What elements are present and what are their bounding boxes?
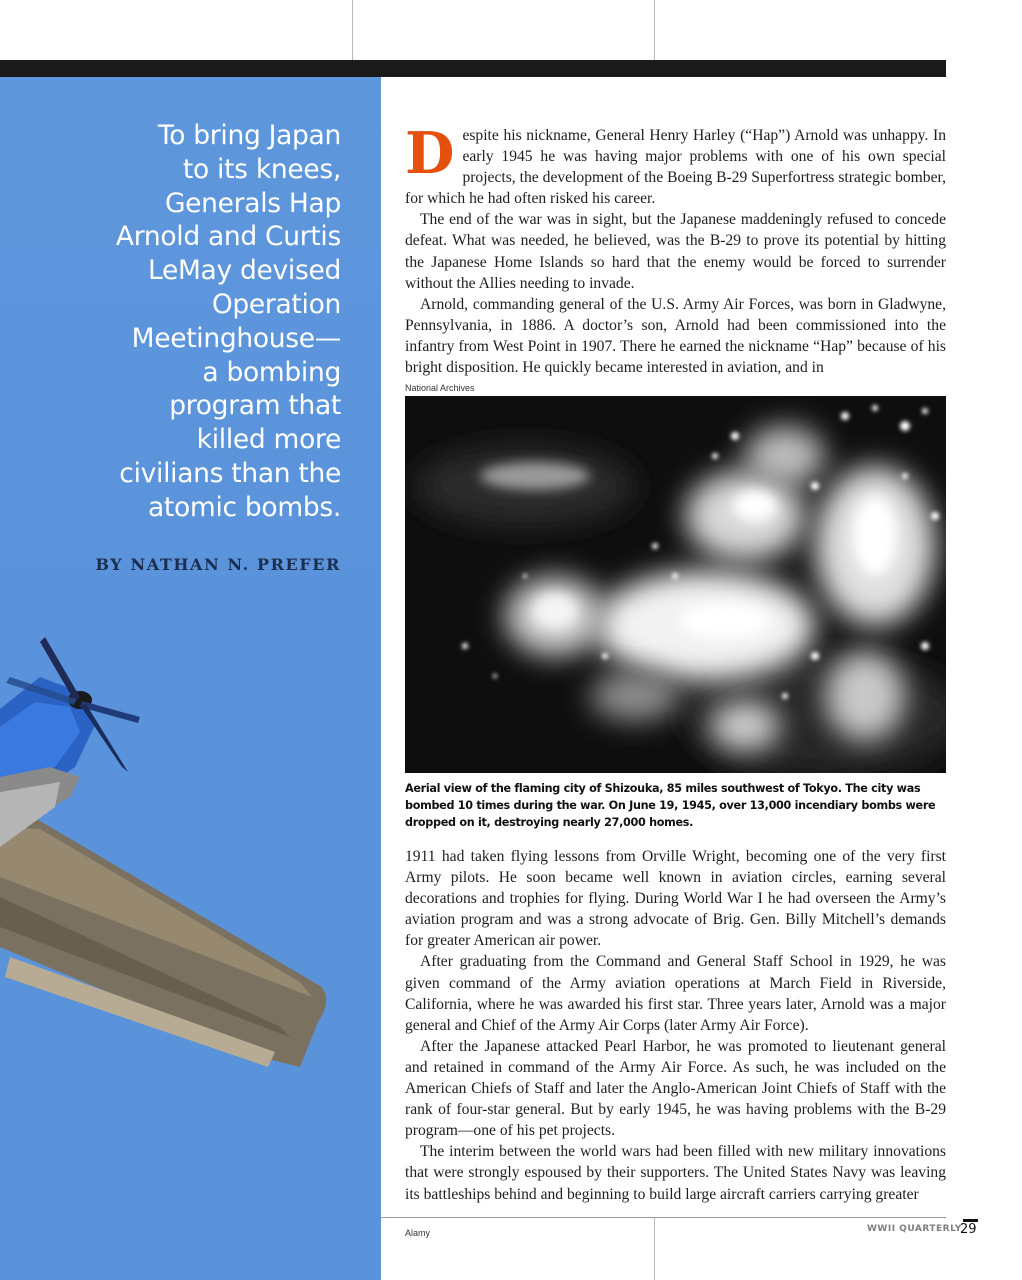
- trim-mark-left: [352, 0, 353, 60]
- image-credit: Alamy: [405, 1228, 431, 1238]
- trim-mark-bottom: [654, 1218, 655, 1280]
- pull-quote-line: Arnold and Curtis: [115, 221, 341, 253]
- pull-quote-line: Meetinghouse—: [131, 322, 341, 354]
- author-byline: BY NATHAN N. PREFER: [95, 555, 341, 574]
- drop-cap: D: [405, 120, 455, 187]
- magazine-name: WWII QUARTERLY: [867, 1224, 962, 1234]
- article-paragraph: After graduating from the Command and General Staff School in 1929, he was given command of the Army aviation operations at March Field in Riverside, California, where he was awarded his first star. Three years later, Arnold was a major general and Chief of the Army Air Corps (later Army Air Force).: [405, 953, 946, 1034]
- pull-quote-line: atomic bombs.: [147, 491, 341, 523]
- sky-photo-panel: [0, 77, 381, 1280]
- photo-credit: National Archives: [405, 383, 475, 393]
- trim-mark-right: [654, 0, 655, 60]
- header-bar: [0, 60, 946, 77]
- aerial-photo: [405, 396, 946, 773]
- pull-quote-line: Operation: [211, 288, 341, 320]
- photo-caption: Aerial view of the flaming city of Shizouka, 85 miles southwest of Tokyo. The city was bombed 10 times during the war. On June 19, 1945, over 13,000 incendiary bombs were dropped on it, destroying nearly 27,000 homes.: [405, 782, 936, 829]
- article-paragraph: The interim between the world wars had been filled with new military innovations that were strongly espoused by their supporters. The United States Navy was leaving its battleships behind and beginning to build large aircraft carriers carrying greater: [405, 1143, 946, 1203]
- article-paragraph: Arnold, commanding general of the U.S. Army Air Forces, was born in Gladwyne, Pennsylvania, in 1886. A doctor’s son, Arnold had been commissioned into the infantry from West Point in 1907. There he earned the nickname “Hap” because of his bright disposition. He quickly became interested in aviation, and in: [405, 295, 946, 377]
- article-body-bottom: [405, 846, 946, 1205]
- article-paragraph: After the Japanese attacked Pearl Harbor, he was promoted to lieutenant general and retained in command of the Army Air Force. As such, he was included on the American Chiefs of Staff and later the Anglo-American Joint Chiefs of Staff with the rank of four-star general. But by early 1945, he was having problems with the B-29 program—one of his pet projects.: [405, 1037, 946, 1140]
- article-paragraph: The end of the war was in sight, but the Japanese maddeningly refused to concede defeat. What was needed, he believed, was the B-29 to prove its potential by hitting the Japanese Home Islands so hard that the enemy would be forced to surrender without the Allies needing to invade.: [405, 211, 946, 292]
- paragraph-text: espite his nickname, General Henry Harley (“Hap”) Arnold was unhappy. In early 1945 he was having major problems with one of his own special projects, the development of the Boeing B-29 Superfortress strategic bomber, for which he had often risked his career.: [405, 127, 946, 208]
- page-number: 29: [960, 1222, 977, 1237]
- pull-quote: [21, 119, 341, 525]
- footer-rule: [381, 1217, 946, 1218]
- article-body-top: [405, 120, 946, 378]
- pull-quote-line: civilians than the: [119, 457, 341, 489]
- pull-quote-line: LeMay devised: [147, 255, 341, 287]
- aerial-photo-image: [405, 396, 946, 773]
- pull-quote-line: To bring Japan: [157, 120, 341, 151]
- pull-quote-line: to its knees,: [182, 153, 341, 185]
- pull-quote-line: a bombing: [202, 356, 341, 388]
- pull-quote-line: Generals Hap: [164, 187, 341, 219]
- pull-quote-line: killed more: [196, 424, 341, 456]
- article-paragraph: [405, 120, 946, 209]
- article-paragraph: 1911 had taken flying lessons from Orville Wright, becoming one of the very first Army pilots. He soon became well known in aviation circles, earning several decorations and trophies for flying. During World War I he had overseen the Army’s aviation program and was a strong advocate of Brig. Gen. Billy Mitchell’s demands for greater American air power.: [405, 848, 946, 950]
- pull-quote-line: program that: [169, 390, 341, 422]
